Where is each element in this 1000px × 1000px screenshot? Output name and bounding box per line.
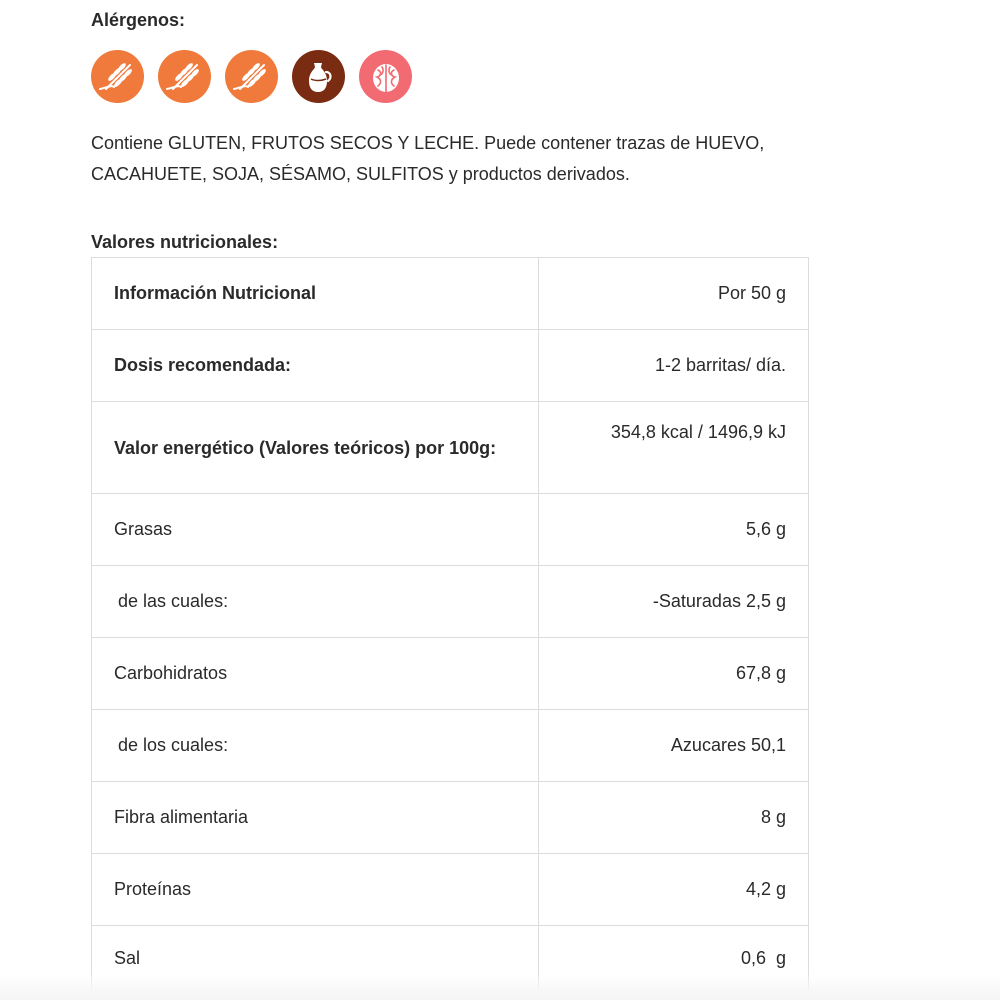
table-row xyxy=(92,330,809,402)
gluten-wheat-icon xyxy=(91,50,144,103)
table-row xyxy=(92,402,809,494)
nutrition-value: Azucares 50,1 xyxy=(539,710,809,782)
nutrition-label: Grasas xyxy=(92,494,539,566)
allergen-icons-row xyxy=(91,50,412,104)
nutrition-label: Carbohidratos xyxy=(92,638,539,710)
milk-jug-icon xyxy=(292,50,345,103)
nutrition-value: 1-2 barritas/ día. xyxy=(539,330,809,402)
bottom-fade xyxy=(0,975,1000,1000)
nutrition-heading: Valores nutricionales: xyxy=(91,232,279,252)
nutrition-value: 4,2 g xyxy=(539,854,809,926)
nutrition-label: de las cuales: xyxy=(92,566,539,638)
table-row xyxy=(92,782,809,854)
nutrition-label: Dosis recomendada: xyxy=(92,330,539,402)
allergen-description: Contiene GLUTEN, FRUTOS SECOS Y LECHE. Puede contener trazas de HUEVO, CACAHUETE, SOJA, SÉSAMO, SULFITOS y productos derivados. xyxy=(91,133,765,184)
table-row xyxy=(92,638,809,710)
nutrition-value: 0,6 g xyxy=(539,926,809,992)
nutrition-table xyxy=(91,257,809,992)
table-row xyxy=(92,258,809,330)
nutrition-value: Por 50 g xyxy=(539,258,809,330)
table-row xyxy=(92,566,809,638)
table-row xyxy=(92,494,809,566)
table-row xyxy=(92,710,809,782)
nutrition-label: Fibra alimentaria xyxy=(92,782,539,854)
nutrition-label: Valor energético (Valores teóricos) por 100g: xyxy=(92,402,539,494)
nutrition-value: 5,6 g xyxy=(539,494,809,566)
nuts-walnut-icon xyxy=(359,50,412,103)
table-row xyxy=(92,854,809,926)
gluten-wheat-icon xyxy=(225,50,278,103)
nutrition-label: Información Nutricional xyxy=(92,258,539,330)
allergens-heading: Alérgenos: xyxy=(91,10,186,30)
nutrition-value: 8 g xyxy=(539,782,809,854)
nutrition-label: Sal xyxy=(92,926,539,992)
nutrition-label: Proteínas xyxy=(92,854,539,926)
nutrition-value: 354,8 kcal / 1496,9 kJ xyxy=(539,402,809,494)
nutrition-value: 67,8 g xyxy=(539,638,809,710)
nutrition-value: -Saturadas 2,5 g xyxy=(539,566,809,638)
nutrition-label: de los cuales: xyxy=(92,710,539,782)
gluten-wheat-icon xyxy=(158,50,211,103)
